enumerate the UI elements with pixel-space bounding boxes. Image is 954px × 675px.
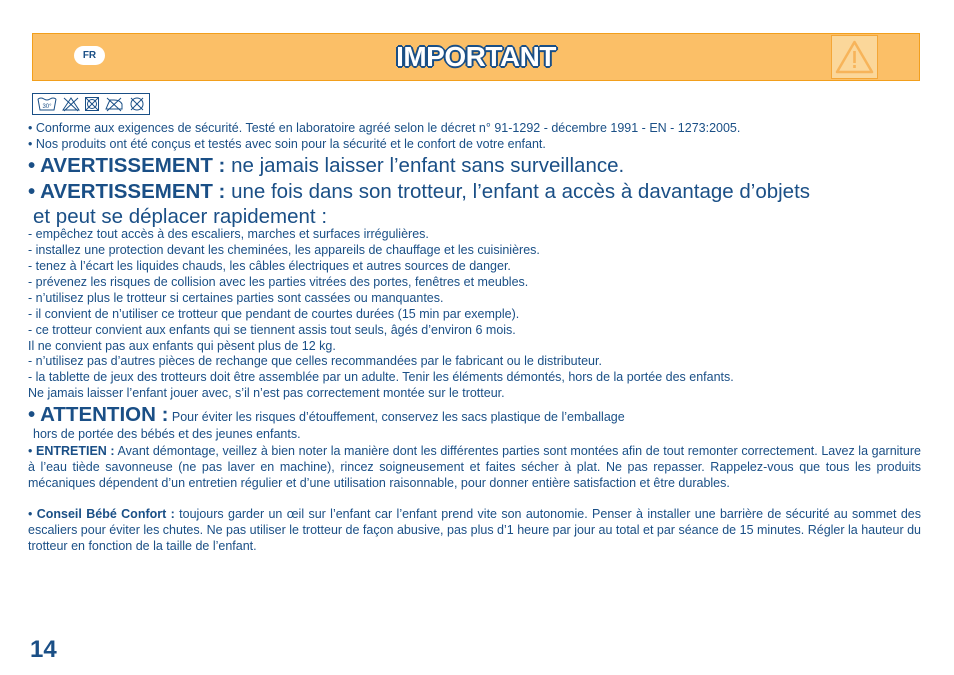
list-item: - prévenez les risques de collision avec les parties vitrées des portes, fenêtres et meubles. (28, 275, 529, 289)
warning-2-label: • AVERTISSEMENT : (28, 180, 226, 203)
important-banner (32, 33, 920, 81)
warning-1 (28, 154, 624, 178)
care-symbols (32, 93, 150, 115)
attention-text: Pour éviter les risques d’étouffement, conservez les sacs plastique de l’emballage (168, 410, 625, 424)
conseil-paragraph: • Conseil Bébé Confort : toujours garder un œil sur l’enfant car l’enfant prend vite son autonomie. Penser à installer une barrière de sécurité au sommet des escaliers pour éviter les chutes. Ne pas utiliser le trotteur de façon abusive, pas plus d’1 heure par jour au total et par séance de 15 minutes. Régler la hauteur du trotteur en fonction de la taille de l’enfant. (28, 507, 921, 553)
entretien-text: Avant démontage, veillez à bien noter la manière dont les différentes parties sont montées afin de tout remonter correctement. Lavez la garniture à l’eau tiède savonneuse (ne pas laver en machine), rincez soigneusement et faites sécher à plat. Ne pas repasser. Rappelez-vous que tous les produits mécaniques dépendent d’un entretien régulier et d’une utilisation raisonnable, pour donner entière satisfaction et être durables. (28, 444, 921, 490)
attention-line (28, 403, 625, 427)
list-item: - ce trotteur convient aux enfants qui se tiennent assis tout seuls, âgés d’environ 6 mois. (28, 323, 516, 337)
no-iron-icon (104, 96, 124, 112)
banner-title: IMPORTANT (396, 41, 556, 72)
page-number: 14 (30, 636, 57, 663)
language-badge: FR (74, 46, 105, 65)
warning-triangle-box (831, 35, 878, 79)
entretien-label: ENTRETIEN : (35, 444, 115, 458)
warning-1-label: • AVERTISSEMENT : (28, 154, 226, 177)
list-item: - n’utilisez plus le trotteur si certaines parties sont cassées ou manquantes. (28, 291, 444, 305)
no-dry-clean-icon (129, 96, 145, 112)
no-bleach-icon (62, 96, 80, 112)
list-item: - empêchez tout accès à des escaliers, marches et surfaces irrégulières. (28, 227, 429, 241)
list-item: Ne jamais laisser l’enfant jouer avec, s’il n’est pas correctement montée sur le trotteur. (28, 386, 505, 400)
conseil-label: Conseil Bébé Confort : (36, 507, 175, 521)
svg-text:30°: 30° (42, 104, 52, 110)
warning-triangle-icon (832, 36, 877, 78)
list-item: - installez une protection devant les cheminées, les appareils de chauffage et les cuisinières. (28, 243, 540, 257)
list-item: - tenez à l’écart les liquides chauds, les câbles électriques et autres sources de danger. (28, 259, 511, 273)
list-item: - il convient de n’utiliser ce trotteur que pendant de courtes durées (15 min par exemple). (28, 307, 520, 321)
attention-label: • ATTENTION : (28, 403, 169, 426)
list-item: - n’utilisez pas d’autres pièces de rechange que celles recommandées par le fabricant ou le distributeur. (28, 354, 602, 368)
warning-2-text: une fois dans son trotteur, l’enfant a accès à davantage d’objets (225, 180, 811, 203)
entretien-paragraph: • ENTRETIEN : Avant démontage, veillez à bien noter la manière dont les différentes parties sont montées afin de tout remonter correctement. Lavez la garniture à l’eau tiède savonneuse (ne pas laver en machine), rincez soigneusement et faites sécher à plat. Ne pas repasser. Rappelez-vous que tous les produits mécaniques dépendent d’un entretien régulier et d’une utilisation raisonnable, pour donner entière satisfaction et être durables. (28, 444, 921, 490)
conseil-text: toujours garder un œil sur l’enfant car l’enfant prend vite son autonomie. Penser à installer une barrière de sécurité au sommet des escaliers pour éviter les chutes. Ne pas utiliser le trotteur de façon abusive, pas plus d’1 heure par jour au total et par séance de 15 minutes. Régler la hauteur du trotteur en fonction de la taille de l’enfant. (28, 507, 921, 553)
no-tumble-dry-icon (84, 96, 100, 112)
warning-2 (28, 180, 810, 204)
intro-line-2: • Nos produits ont été conçus et testés avec soin pour la sécurité et le confort de votre enfant. (28, 137, 546, 151)
wash-30-icon (37, 96, 57, 112)
intro-line-1: • Conforme aux exigences de sécurité. Testé en laboratoire agréé selon le décret n° 91-1292 - décembre 1991 - EN - 1273:2005. (28, 121, 741, 135)
warning-2-continued: et peut se déplacer rapidement : (33, 205, 328, 228)
list-item: Il ne convient pas aux enfants qui pèsent plus de 12 kg. (28, 339, 336, 353)
list-item: - la tablette de jeux des trotteurs doit être assemblée par un adulte. Tenir les éléments démontés, hors de la portée des enfants. (28, 370, 734, 384)
attention-continued: hors de portée des bébés et des jeunes enfants. (33, 427, 301, 441)
warning-1-text: ne jamais laisser l’enfant sans surveillance. (225, 154, 625, 177)
